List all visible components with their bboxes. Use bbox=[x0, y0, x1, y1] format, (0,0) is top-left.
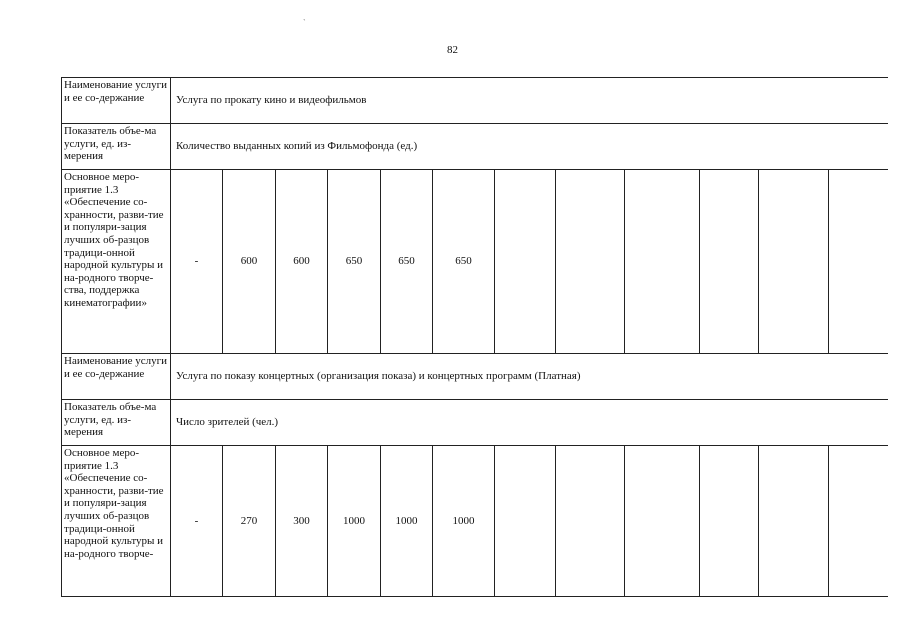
value-cell bbox=[829, 170, 888, 354]
value-cell bbox=[625, 446, 700, 597]
value-cell: 300 bbox=[276, 446, 328, 597]
table-row bbox=[62, 170, 888, 354]
value-cell bbox=[625, 170, 700, 354]
page-number: 82 bbox=[447, 44, 458, 56]
value-cell bbox=[759, 170, 829, 354]
value-cell: 270 bbox=[223, 446, 276, 597]
value-cell bbox=[829, 446, 888, 597]
value-cell bbox=[759, 446, 829, 597]
table-row bbox=[62, 400, 888, 446]
service-name-cell: Услуга по показу концертных (организация показа) и концертных программ (Платная) bbox=[171, 354, 888, 400]
row-label: Основное меро-приятие 1.3 «Обеспечение со-хранности, разви-тие и популяри-зация лучших об-разцов традици-онной народной культуры и на-родного творче- bbox=[62, 446, 171, 597]
table-row bbox=[62, 124, 888, 170]
value-cell: 650 bbox=[381, 170, 433, 354]
scan-speck: ` bbox=[303, 18, 306, 27]
indicator-cell: Количество выданных копий из Фильмофонда (ед.) bbox=[171, 124, 888, 170]
row-label: Наименование услуги и ее со-держание bbox=[62, 354, 171, 400]
row-label: Показатель объе-ма услуги, ед. из-мерения bbox=[62, 400, 171, 446]
value-cell bbox=[700, 170, 759, 354]
value-cell: 1000 bbox=[381, 446, 433, 597]
value-cell: - bbox=[171, 170, 223, 354]
row-label: Основное меро-приятие 1.3 «Обеспечение со-хранности, разви-тие и популяри-зация лучших об-разцов традици-онной народной культуры и на-родного творче-ства, поддержка кинематографии» bbox=[62, 170, 171, 354]
row-label: Наименование услуги и ее со-держание bbox=[62, 78, 171, 124]
value-cell bbox=[495, 170, 556, 354]
row-label: Показатель объе-ма услуги, ед. из-мерения bbox=[62, 124, 171, 170]
value-cell bbox=[495, 446, 556, 597]
value-cell bbox=[700, 446, 759, 597]
indicator-cell: Число зрителей (чел.) bbox=[171, 400, 888, 446]
table-row bbox=[62, 446, 888, 597]
value-cell bbox=[556, 170, 625, 354]
table-row bbox=[62, 78, 888, 124]
value-cell: 650 bbox=[328, 170, 381, 354]
value-cell: 650 bbox=[433, 170, 495, 354]
value-cell: 600 bbox=[223, 170, 276, 354]
service-name-cell: Услуга по прокату кино и видеофильмов bbox=[171, 78, 888, 124]
value-cell bbox=[556, 446, 625, 597]
value-cell: 1000 bbox=[328, 446, 381, 597]
value-cell: 600 bbox=[276, 170, 328, 354]
value-cell: 1000 bbox=[433, 446, 495, 597]
services-table bbox=[61, 77, 888, 597]
value-cell: - bbox=[171, 446, 223, 597]
table-row bbox=[62, 354, 888, 400]
